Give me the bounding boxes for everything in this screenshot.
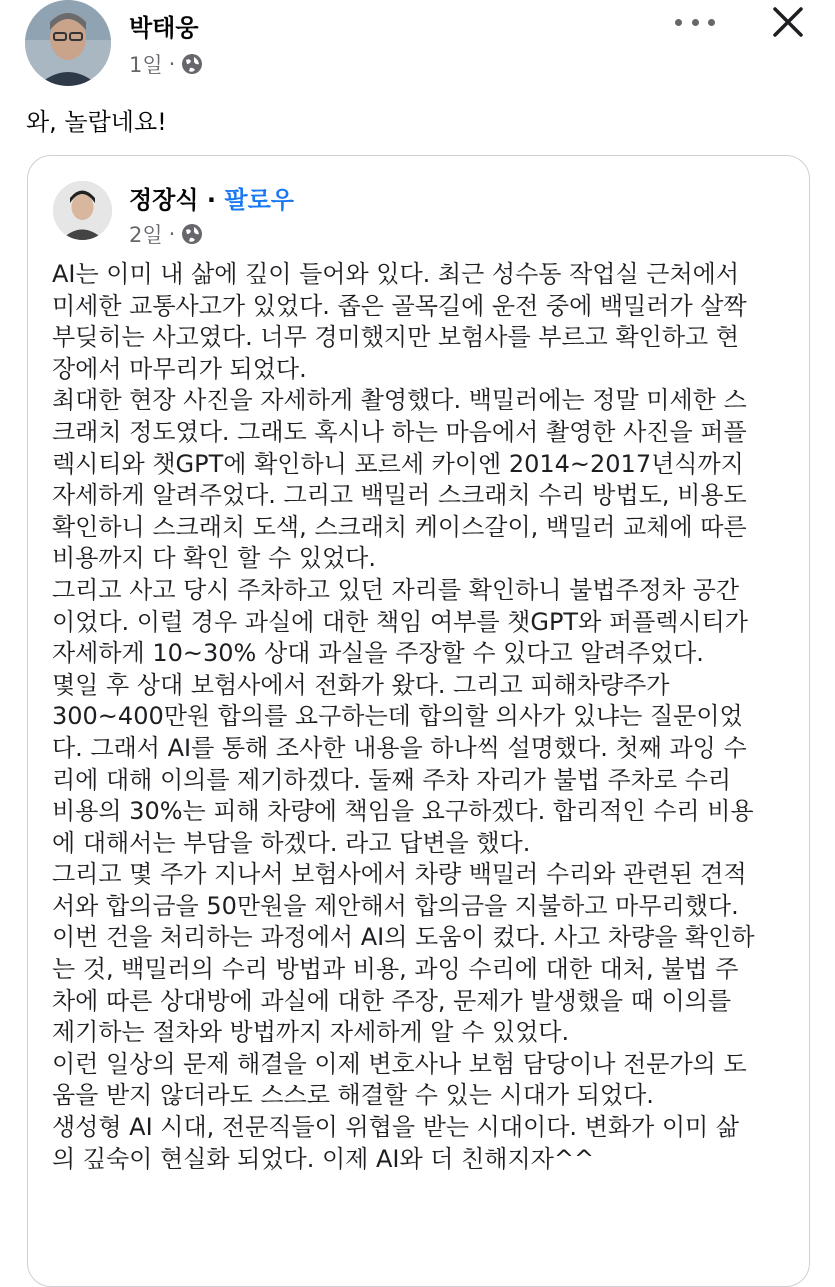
shared-author-avatar[interactable] — [53, 181, 112, 240]
shared-meta-separator: · — [168, 222, 176, 246]
shared-post-meta — [129, 219, 203, 249]
author-avatar[interactable] — [25, 0, 111, 86]
author-avatar-image — [25, 0, 111, 86]
follow-separator: · — [206, 186, 217, 214]
post-meta — [129, 49, 203, 79]
post-time[interactable]: 1일 — [129, 53, 163, 77]
author-name[interactable]: 박태웅 — [129, 14, 199, 42]
meta-separator: · — [168, 52, 176, 76]
shared-author-avatar-image — [53, 181, 112, 240]
globe-icon — [181, 53, 203, 75]
shared-post-body: AI는 이미 내 삶에 깊이 들어와 있다. 최근 성수동 작업실 근처에서 미세한 교통사고가 있었다. 좁은 골목길에 운전 중에 백밀러가 살짝 부딪히는 사고였다. 너무 경미했지만 보험사를 부르고 확인하고 현 장에서 마무리가 되었다. 최대한 현장 사진을 자세하게 촬영했다. 백밀러에는 정말 미세한 스 크래치 정도였다. 그래도 혹시나 하는 마음에서 촬영한 사진을 퍼플 렉시티와 챗GPT에 확인하니 포르세 카이엔 2014~2017년식까지 자세하게 알려주었다. 그리고 백밀러 스크래치 수리 방법도, 비용도 확인하니 스크래치 도색, 스크래치 케이스갈이, 백밀러 교체에 따른 비용까지 다 확인 할 수 있었다. 그리고 사고 당시 주차하고 있던 자리를 확인하니 불법주정차 공간 이었다. 이럴 경우 과실에 대한 책임 여부를 챗GPT와 퍼플렉시티가 자세하게 10~30% 상대 과실을 주장할 수 있다고 알려주었다. 몇일 후 상대 보험사에서 전화가 왔다. 그리고 피해차량주가 300~400만원 합의를 요구하는데 합의할 의사가 있냐는 질문이었 다. 그래서 AI를 통해 조사한 내용을 하나씩 설명했다. 첫째 과잉 수 리에 대해 이의를 제기하겠다. 둘째 주차 자리가 불법 주차로 수리 비용의 30%는 피해 차량에 책임을 요구하겠다. 합리적인 수리 비용 에 대해서는 부담을 하겠다. 라고 답변을 했다. 그리고 몇 주가 지나서 보험사에서 차량 백밀러 수리와 관련된 견적 서와 합의금을 50만원을 제안해서 합의금을 지불하고 마무리했다. 이번 건을 처리하는 과정에서 AI의 도움이 컸다. 사고 차량을 확인하 는 것, 백밀러의 수리 방법과 비용, 과잉 수리에 대한 대처, 불법 주 차에 따른 상대방에 과실에 대한 주장, 문제가 발생했을 때 이의를 제기하는 절차와 방법까지 자세하게 알 수 있었다. 이런 일상의 문제 해결을 이제 변호사나 보험 담당이나 전문가의 도 움을 받지 않더라도 스스로 해결할 수 있는 시대가 되었다. 생성형 AI 시대, 전문직들이 위협을 받는 시대이다. 변화가 이미 삶 의 깊숙이 현실화 되었다. 이제 AI와 더 친해지자^^ — [52, 260, 755, 1173]
shared-author-name-text[interactable]: 정장식 — [129, 186, 199, 214]
shared-author-name — [129, 180, 294, 215]
post-text: 와, 놀랍네요! — [26, 108, 167, 136]
shared-post-time[interactable]: 2일 — [129, 223, 163, 247]
follow-button[interactable]: 팔로우 — [224, 186, 294, 214]
close-icon[interactable] — [768, 2, 808, 42]
globe-icon — [181, 223, 203, 245]
more-options-icon[interactable] — [675, 8, 715, 36]
